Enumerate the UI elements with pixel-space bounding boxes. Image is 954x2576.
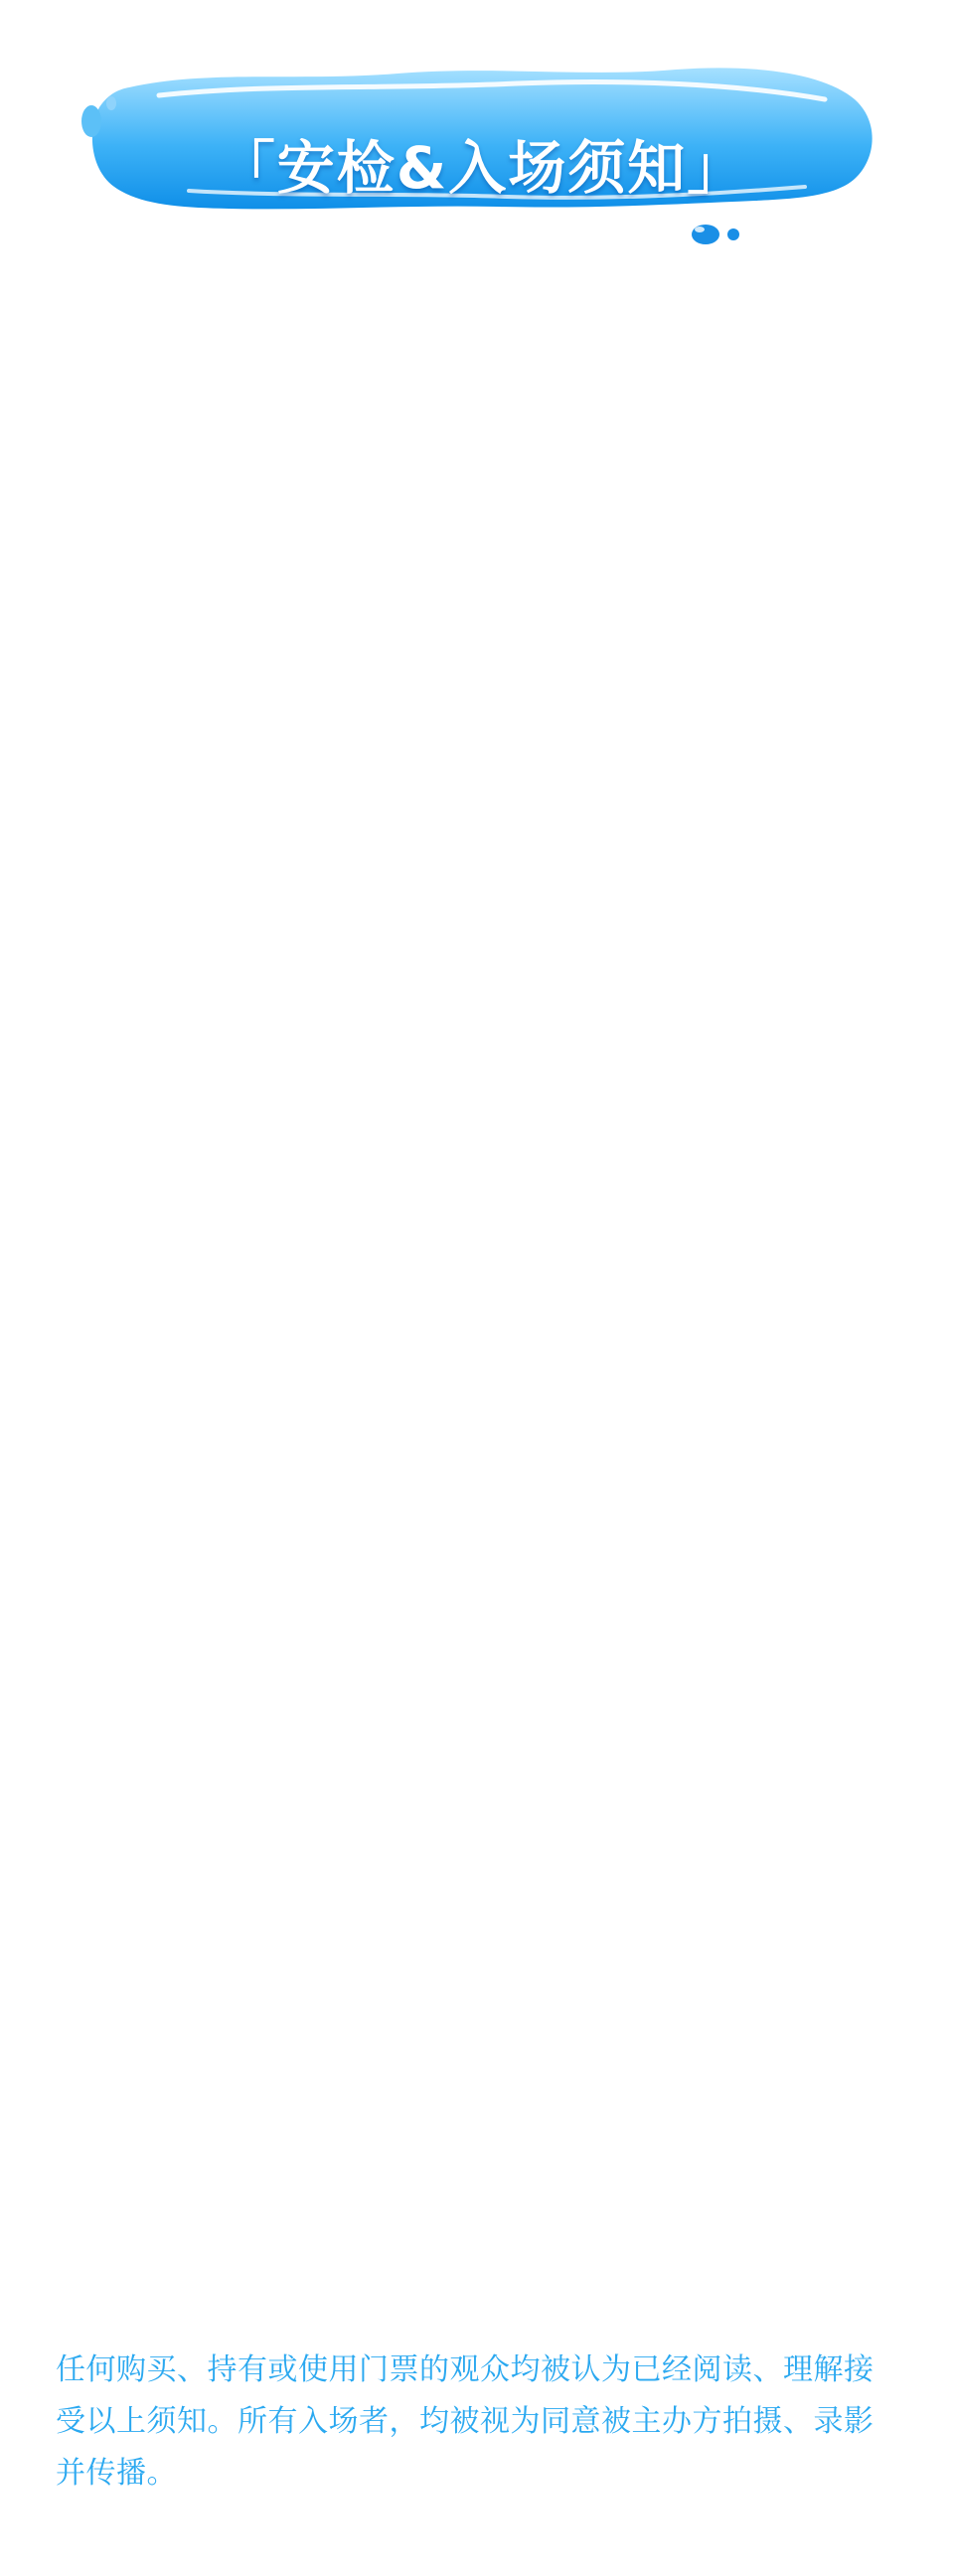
bottom-drop (692, 225, 719, 244)
notice-content-area (56, 288, 898, 2315)
banner-title: 「安检&入场须知」 (217, 134, 747, 202)
disclaimer-notice: 任何购买、持有或使用门票的观众均被认为已经阅读、理解接受以上须知。所有入场者，均被视为同意被主办方拍摄、录影并传播。 (56, 2352, 874, 2491)
title-banner (70, 60, 894, 258)
bottom-drop-small (727, 228, 739, 240)
small-drop (106, 96, 116, 110)
